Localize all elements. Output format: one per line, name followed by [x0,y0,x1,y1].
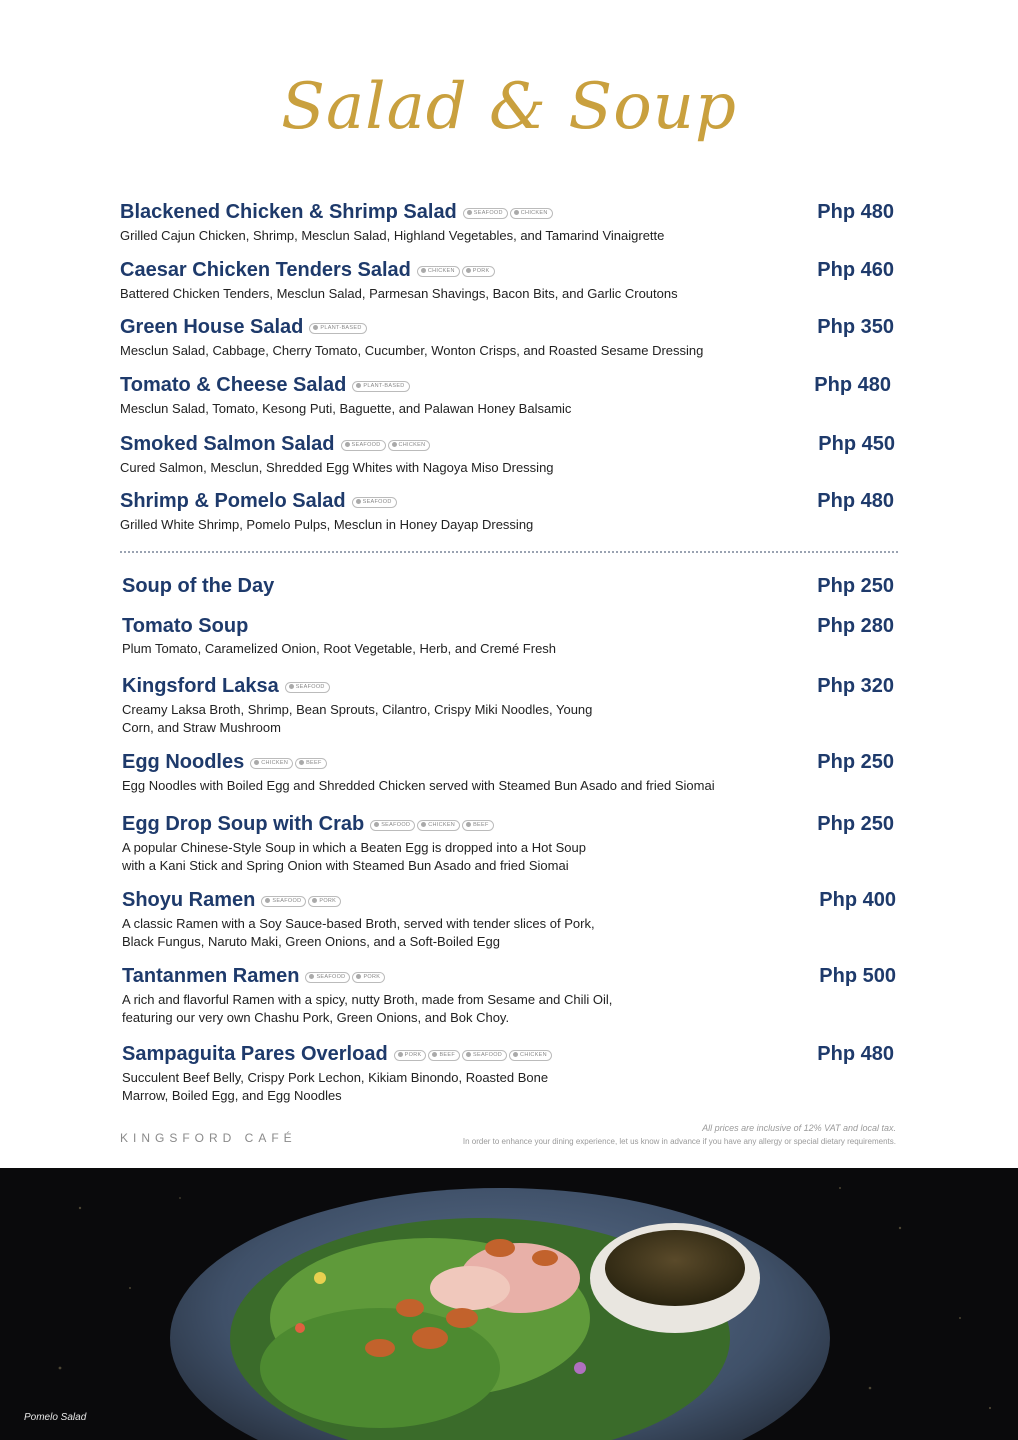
dietary-tags [417,259,497,283]
dietary-tag-icon [254,760,259,765]
item-price: Php 280 [817,615,894,637]
dietary-tag-icon [313,325,318,330]
menu-item [120,200,900,245]
dietary-tag [352,972,385,983]
item-description: Plum Tomato, Caramelized Onion, Root Vegetable, Herb, and Cremé Fresh [122,641,557,656]
dietary-tag-icon [432,1052,437,1057]
menu-item [120,315,900,360]
dietary-tag-icon [312,898,317,903]
item-description: Creamy Laksa Broth, Shrimp, Bean Sprouts, Cilantro, Crispy Miki Noodles, Young Corn, and Straw Mushroom [122,701,593,735]
dietary-tag-icon [265,898,270,903]
menu-item [122,1042,902,1105]
menu-item [120,258,900,303]
dietary-tag [462,1050,507,1061]
item-description: Mesclun Salad, Cabbage, Cherry Tomato, Cucumber, Wonton Crisps, and Roasted Sesame Dressing [120,342,704,358]
menu-item [122,574,902,598]
item-description: Mesclun Salad, Tomato, Kesong Puti, Baguette, and Palawan Honey Balsamic [120,400,572,416]
dietary-tag-label: PLANT-BASED [320,324,362,331]
menu-item [120,432,900,477]
dietary-tag-label: SEAFOOD [295,683,325,690]
item-description: Grilled Cajun Chicken, Shrimp, Mesclun Salad, Highland Vegetables, and Tamarind Vinaigrette [120,227,665,243]
dietary-tags [309,316,368,340]
dietary-tag-label: SEAFOOD [272,897,302,904]
dietary-tags [250,751,328,775]
dietary-tag [285,682,330,693]
dietary-tag-label: CHICKEN [261,759,289,766]
dietary-tag-icon [309,974,314,979]
item-name: Smoked Salmon Salad [120,433,335,455]
dietary-tag-label: CHICKEN [520,1051,547,1058]
item-price: Php 460 [817,259,894,281]
dietary-tag-label: CHICKEN [398,441,426,448]
menu-item [122,614,902,658]
dietary-tag-label: SEAFOOD [362,498,392,505]
dietary-tags [305,965,387,989]
item-name: Tomato & Cheese Salad [120,374,347,396]
dietary-tag [309,323,366,334]
item-description: Cured Salmon, Mesclun, Shredded Egg Whites with Nagoya Miso Dressing [120,459,554,475]
dietary-tag [250,758,293,769]
item-name: Shoyu Ramen [122,889,256,911]
pomelo-salad-image [0,1168,1018,1440]
dietary-tag-icon [421,268,426,273]
dietary-tag-icon [289,684,294,689]
dietary-tag [295,758,327,769]
dietary-tag-label: SEAFOOD [316,973,346,980]
dietary-tag-icon [356,974,361,979]
item-price: Php 350 [817,316,894,338]
brand-name: KINGSFORD CAFÉ [120,1131,297,1145]
dietary-tag [394,1050,427,1061]
dietary-tag-icon [421,822,426,827]
dietary-tag-icon [356,383,361,388]
item-name: Caesar Chicken Tenders Salad [120,259,411,281]
dietary-tag-icon [356,499,361,504]
dietary-tag [417,820,460,831]
dietary-tags [463,201,555,225]
dietary-tag [462,820,494,831]
dietary-tags [352,374,411,398]
item-name: Egg Noodles [122,751,245,773]
item-price: Php 250 [817,813,894,835]
item-price: Php 500 [819,965,896,987]
item-price: Php 400 [819,889,896,911]
item-name: Tomato Soup [122,615,249,637]
menu-item [122,964,902,1027]
item-price: Php 320 [817,675,894,697]
dietary-tag-icon [466,268,471,273]
dietary-tag [308,896,341,907]
menu-item [122,674,902,737]
dietary-tag-icon [345,442,350,447]
dietary-tag-icon [466,822,471,827]
dietary-tag-icon [466,1052,471,1057]
dietary-tags [341,433,433,457]
dietary-tag-label: BEEF [439,1051,456,1058]
dietary-tag-label: PORK [363,973,381,980]
item-description: Succulent Beef Belly, Crispy Pork Lechon, Kikiam Binondo, Roasted Bone Marrow, Boiled Egg, and Egg Noodles [122,1069,549,1103]
page-title: Salad & Soup [281,70,737,144]
item-name: Green House Salad [120,316,304,338]
item-price: Php 480 [814,374,891,396]
item-price: Php 450 [818,433,895,455]
dietary-tag [417,266,460,277]
dietary-tag-label: CHICKEN [427,267,455,274]
section-divider [120,551,898,553]
item-name: Sampaguita Pares Overload [122,1043,388,1065]
dietary-tag-icon [392,442,397,447]
item-price: Php 480 [817,201,894,223]
dietary-tag-label: SEAFOOD [381,821,411,828]
item-description: A popular Chinese-Style Soup in which a Beaten Egg is dropped into a Hot Soup with a Kani Stick and Spring Onion with Steamed Bun Asado and fried Siomai [122,839,586,873]
dietary-tag-label: SEAFOOD [351,441,381,448]
item-name: Tantanmen Ramen [122,965,300,987]
menu-item [122,750,902,795]
dietary-tag [510,208,553,219]
item-description: Grilled White Shrimp, Pomelo Pulps, Mesclun in Honey Dayap Dressing [120,516,534,532]
allergy-note: In order to enhance your dining experience, let us know in advance if you have any allergy or special dietary requirements. [462,1137,896,1146]
dietary-tag-label: PORK [404,1051,422,1058]
dietary-tag-label: BEEF [473,821,489,828]
dietary-tag-icon [374,822,379,827]
dietary-tag-label: PORK [472,267,490,274]
dietary-tag [305,972,350,983]
item-name: Shrimp & Pomelo Salad [120,490,346,512]
dietary-tag-label: BEEF [306,759,322,766]
dietary-tags [370,813,495,837]
dietary-tag [428,1050,460,1061]
item-description: Battered Chicken Tenders, Mesclun Salad, Parmesan Shavings, Bacon Bits, and Garlic Croutons [120,285,678,301]
item-price: Php 250 [817,575,894,597]
dietary-tag-label: CHICKEN [428,821,456,828]
dietary-tag-icon [513,1052,518,1057]
item-description: A classic Ramen with a Soy Sauce-based Broth, served with tender slices of Pork, Black Fungus, Naruto Maki, Green Onions, and a Soft-Boiled Egg [122,915,595,949]
dietary-tags [352,490,399,514]
dietary-tags [394,1043,554,1067]
dietary-tag [352,497,397,508]
dietary-tag-label: SEAFOOD [473,209,503,216]
food-photo [0,1168,1018,1440]
dietary-tag-label: PLANT-BASED [363,382,405,389]
dietary-tag [352,381,409,392]
dietary-tag [388,440,431,451]
dietary-tag [341,440,386,451]
dietary-tag [509,1050,552,1061]
item-name: Soup of the Day [122,575,275,597]
item-price: Php 480 [817,1043,894,1065]
item-description: Egg Noodles with Boiled Egg and Shredded Chicken served with Steamed Bun Asado and fried Siomai [122,777,715,793]
dietary-tag [462,266,495,277]
dietary-tag [370,820,415,831]
menu-item [122,888,902,951]
photo-caption: Pomelo Salad [24,1412,87,1423]
item-price: Php 250 [817,751,894,773]
dietary-tag-icon [514,210,519,215]
dietary-tags [285,675,332,699]
item-price: Php 480 [817,490,894,512]
dietary-tags [261,889,343,913]
dietary-tag-label: CHICKEN [520,209,548,216]
item-description: A rich and flavorful Ramen with a spicy, nutty Broth, made from Sesame and Chili Oil, featuring our very own Chashu Pork, Green Onions, and Bok Choy. [122,991,613,1025]
dietary-tag-label: PORK [319,897,337,904]
item-name: Kingsford Laksa [122,675,279,697]
item-name: Blackened Chicken & Shrimp Salad [120,201,457,223]
dietary-tag-label: SEAFOOD [473,1051,503,1058]
dietary-tag [463,208,508,219]
dietary-tag-icon [299,760,304,765]
menu-item [120,489,900,534]
item-name: Egg Drop Soup with Crab [122,813,365,835]
menu-item [120,373,900,418]
menu-item [122,812,902,875]
dietary-tag-icon [467,210,472,215]
dietary-tag-icon [398,1052,403,1057]
vat-note: All prices are inclusive of 12% VAT and local tax. [702,1123,896,1133]
dietary-tag [261,896,306,907]
